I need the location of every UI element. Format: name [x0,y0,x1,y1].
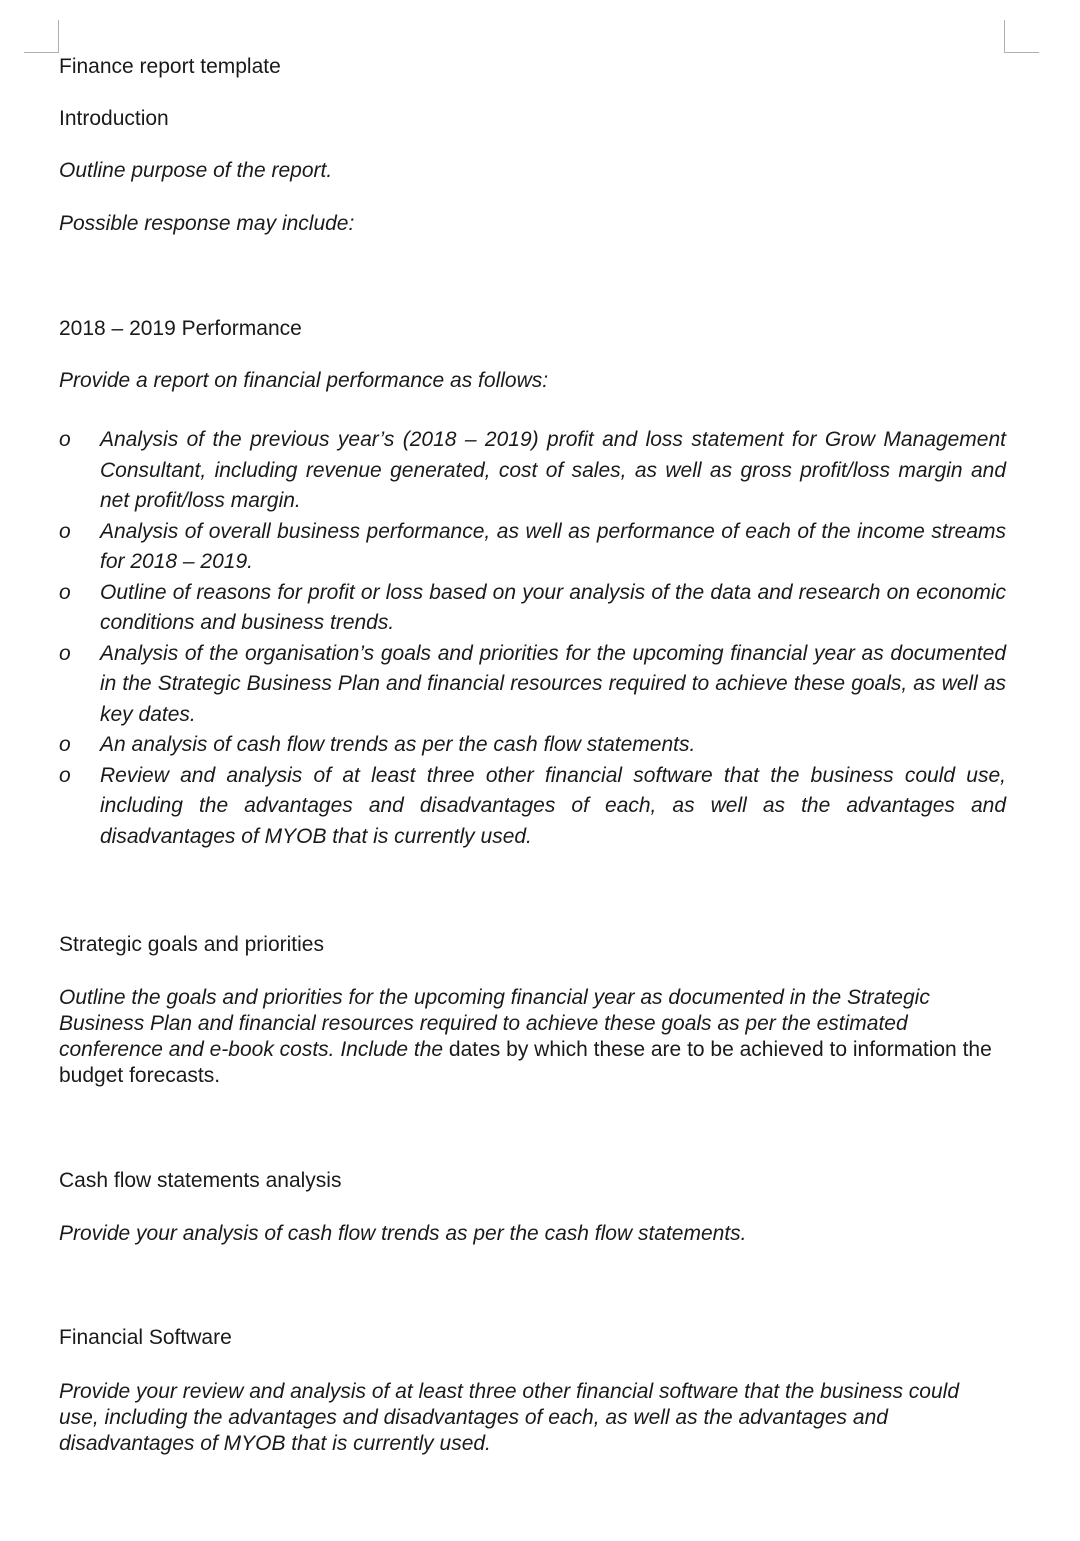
bullet-text: An analysis of cash flow trends as per the cash flow statements. [100,733,696,756]
cashflow-heading: Cash flow statements analysis [59,1169,342,1192]
bullet-item [59,517,1006,578]
bullet-text: Outline of reasons for profit or loss based on your analysis of the data and research on economic conditions and business trends. [100,580,1006,634]
bullet-text: Analysis of overall business performance, as well as performance of each of the income streams for 2018 – 2019. [100,519,1006,573]
bullet-marker: o [59,733,71,756]
bullet-item [59,425,1006,517]
bullet-item [59,761,1006,853]
bullet-text: Analysis of the previous year’s (2018 – 2019) profit and loss statement for Grow Management Consultant, including revenue generated, cost of sales, as well as gross profit/loss margin and net profit/loss margin. [100,428,1006,512]
bullet-marker: o [59,580,71,604]
bullet-text: Analysis of the organisation’s goals and priorities for the upcoming financial year as documented in the Strategic Business Plan and financial resources required to achieve these goals, as well as key dates. [100,641,1006,726]
crop-mark-top-left-vertical [58,20,59,53]
strategic-italic-text: Outline the goals and priorities for the upcoming financial year as documented in the Strategic Business Plan and financial resources required to achieve these goals as per the estimated conference and e-book costs. Include the [59,986,930,1061]
document-title: Finance report template [59,55,281,78]
bullet-item [59,639,1006,731]
bullet-text: Review and analysis of at least three other financial software that the business could use, including the advantages and disadvantages of each, as well as the advantages and disadvantages of MYOB that is currently used. [100,763,1006,848]
strategic-regular-text: dates by which these are to be achieved to information the budget forecasts. [59,1038,992,1087]
bullet-item [59,578,1006,639]
crop-mark-top-left [24,52,59,53]
introduction-line-2: Possible response may include: [59,212,355,235]
bullet-marker: o [59,428,71,451]
bullet-item [59,730,1006,761]
strategic-heading: Strategic goals and priorities [59,933,324,956]
introduction-heading: Introduction [59,107,169,130]
performance-bullet-list [59,425,1006,852]
performance-intro: Provide a report on financial performance as follows: [59,369,549,392]
software-text: Provide your review and analysis of at least three other financial software that the business could use, including the advantages and disadvantages of each, as well as the advantages and disadvantages of MYOB that is currently used. [59,1380,959,1455]
crop-mark-top-right [1004,52,1039,53]
performance-heading: 2018 – 2019 Performance [59,317,302,340]
software-heading: Financial Software [59,1326,232,1349]
bullet-marker: o [59,519,71,543]
crop-mark-top-right-vertical [1004,20,1005,53]
introduction-line-1: Outline purpose of the report. [59,159,333,182]
bullet-marker: o [59,641,71,665]
bullet-marker: o [59,763,71,787]
cashflow-text: Provide your analysis of cash flow trends as per the cash flow statements. [59,1222,747,1245]
strategic-paragraph [59,985,1006,1089]
